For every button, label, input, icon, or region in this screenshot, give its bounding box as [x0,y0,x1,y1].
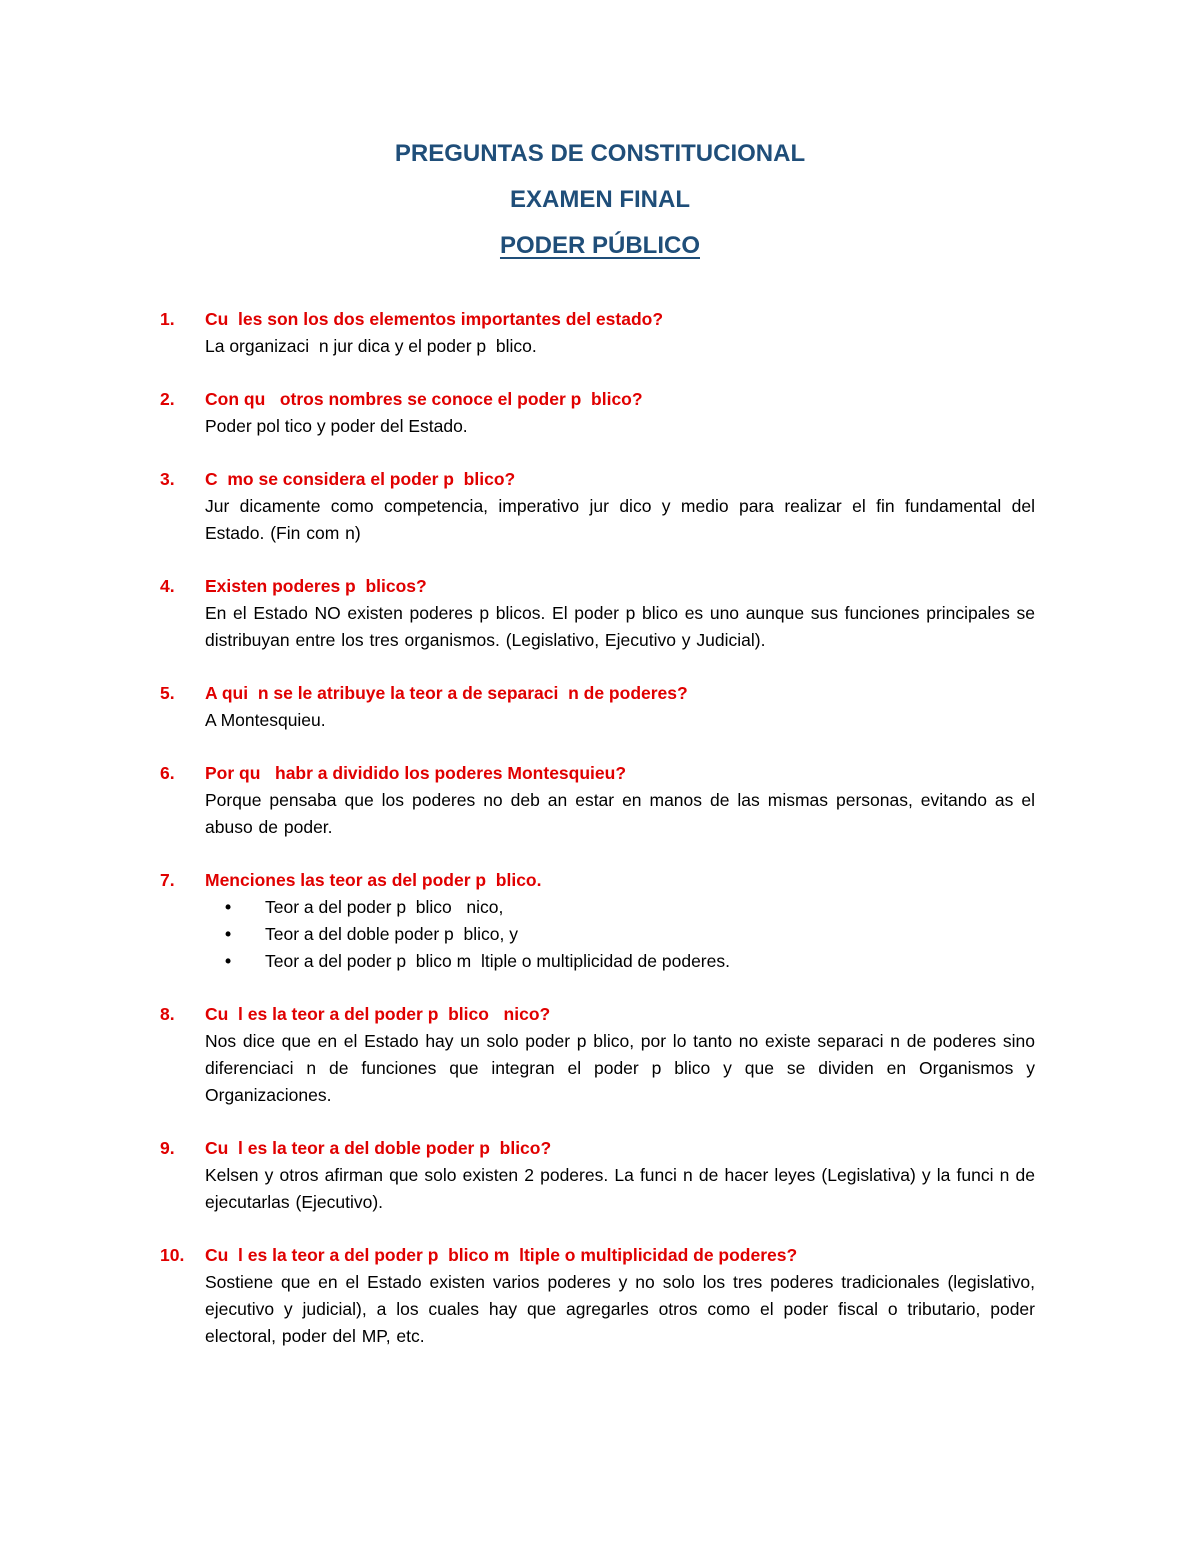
bullet-item [225,894,1035,921]
bullet-item [225,948,1035,975]
answer-5: A Montesquieu. [205,710,326,730]
question-3 [160,466,1035,493]
question-text: Cu l es la teor a del doble poder p blico? [205,1138,552,1158]
answer-3: Jur dicamente como competencia, imperativo jur dico y medio para realizar el fin fundamental del Estado. (Fin com n) [205,496,1035,543]
question-text: Con qu otros nombres se conoce el poder p blico? [205,389,643,409]
question-4 [160,573,1035,600]
question-6 [160,760,1035,787]
answer-4: En el Estado NO existen poderes p blicos. El poder p blico es uno aunque sus funciones principales se distribuyan entre los tres organismos. (Legislativo, Ejecutivo y Judicial). [205,603,1035,650]
question-number: 3. [160,469,175,489]
question-1 [160,306,1035,333]
qa-item-9 [160,1135,1035,1216]
question-number: 6. [160,763,175,783]
bullet-text: Teor a del poder p blico m ltiple o multiplicidad de poderes. [265,951,730,971]
qa-item-10 [160,1242,1035,1350]
question-number: 4. [160,576,175,596]
answer-10: Sostiene que en el Estado existen varios poderes y no solo los tres poderes tradicionales (legislativo, ejecutivo y judicial), a los cuales hay que agregarles otros como el poder fiscal o tributario, poder electoral, poder del MP, etc. [205,1272,1035,1346]
question-5 [160,680,1035,707]
qa-item-8 [160,1001,1035,1109]
bullet-text: Teor a del doble poder p blico, y [265,924,518,944]
theory-bullet-list [160,894,1035,975]
document-header [0,138,1200,262]
question-text: Cu les son los dos elementos importantes del estado? [205,309,664,329]
answer-8: Nos dice que en el Estado hay un solo poder p blico, por lo tanto no existe separaci n de poderes sino diferenciaci n de funciones que integran el poder p blico y que se dividen en Organismos y Organizaciones. [205,1031,1035,1105]
bullet-icon: • [225,897,232,917]
question-number: 7. [160,870,175,890]
document-subtitle: EXAMEN FINAL [510,186,690,213]
question-8 [160,1001,1035,1028]
question-number: 9. [160,1138,175,1158]
question-text: Cu l es la teor a del poder p blico nico? [205,1004,551,1024]
qa-item-1 [160,306,1035,360]
question-list [160,306,1035,1376]
question-number: 1. [160,309,175,329]
question-10 [160,1242,1035,1269]
qa-item-4 [160,573,1035,654]
bullet-icon: • [225,951,232,971]
qa-item-5 [160,680,1035,734]
answer-1: La organizaci n jur dica y el poder p blico. [205,336,537,356]
qa-item-7 [160,867,1035,975]
answer-9: Kelsen y otros afirman que solo existen 2 poderes. La funci n de hacer leyes (Legislativa) y la funci n de ejecutarlas (Ejecutivo). [205,1165,1035,1212]
qa-item-6 [160,760,1035,841]
answer-2: Poder pol tico y poder del Estado. [205,416,468,436]
question-text: Menciones las teor as del poder p blico. [205,870,542,890]
question-number: 10. [160,1245,185,1265]
bullet-item [225,921,1035,948]
question-text: Existen poderes p blicos? [205,576,427,596]
qa-item-3 [160,466,1035,547]
bullet-icon: • [225,924,232,944]
question-number: 8. [160,1004,175,1024]
bullet-text: Teor a del poder p blico nico, [265,897,504,917]
qa-item-2 [160,386,1035,440]
question-text: A qui n se le atribuye la teor a de separaci n de poderes? [205,683,688,703]
question-2 [160,386,1035,413]
answer-6: Porque pensaba que los poderes no deb an estar en manos de las mismas personas, evitando as el abuso de poder. [205,790,1035,837]
document-title: PREGUNTAS DE CONSTITUCIONAL [394,140,806,167]
question-text: Cu l es la teor a del poder p blico m ltiple o multiplicidad de poderes? [205,1245,798,1265]
question-text: C mo se considera el poder p blico? [205,469,516,489]
question-text: Por qu habr a dividido los poderes Montesquieu? [205,763,627,783]
question-9 [160,1135,1035,1162]
question-number: 5. [160,683,175,703]
document-topic: PODER PÚBLICO [499,232,700,259]
question-number: 2. [160,389,175,409]
question-7 [160,867,1035,894]
